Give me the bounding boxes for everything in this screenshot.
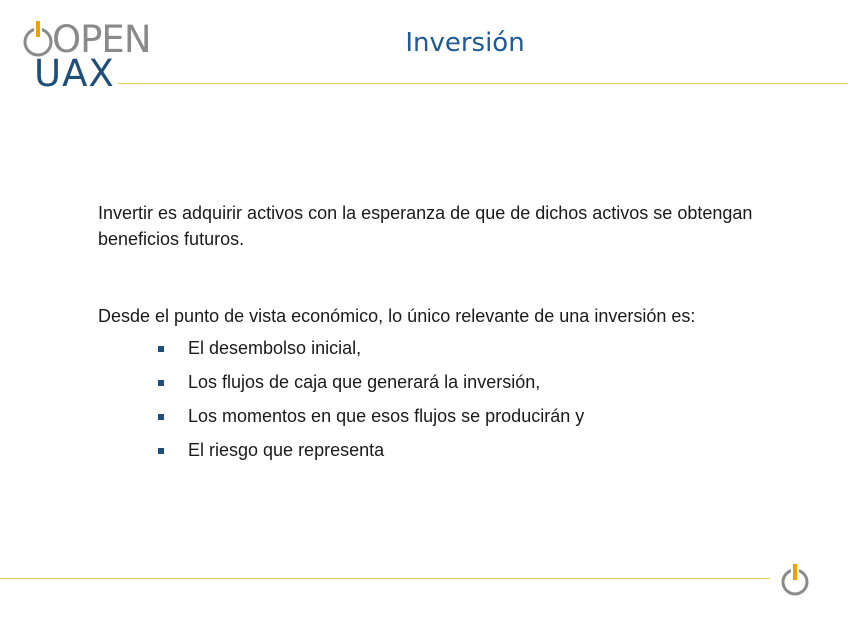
bullet-square-icon — [158, 414, 164, 420]
logo-wordmark-open: OPEN — [52, 18, 151, 61]
logo-wordmark-uax: UAX — [34, 52, 115, 95]
header-divider — [118, 83, 848, 84]
list-item: Los momentos en que esos flujos se producirán y — [158, 402, 798, 436]
slide-content — [98, 200, 798, 470]
bullet-square-icon — [158, 448, 164, 454]
bullet-square-icon — [158, 346, 164, 352]
list-item: El riesgo que representa — [158, 436, 798, 470]
paragraph-relevance: Desde el punto de vista económico, lo único relevante de una inversión es: — [98, 306, 696, 326]
slide-title: Inversión — [405, 28, 525, 58]
footer-divider — [0, 578, 770, 579]
list-item: El desembolso inicial, — [158, 334, 798, 368]
power-icon — [779, 563, 811, 597]
openuax-logo — [22, 18, 151, 95]
list-item: Los flujos de caja que generará la inversión, — [158, 368, 798, 402]
paragraph-definition: Invertir es adquirir activos con la esperanza de que de dichos activos se obtengan beneficios futuros. — [98, 203, 753, 249]
bullet-list — [158, 334, 798, 470]
bullet-square-icon — [158, 380, 164, 386]
